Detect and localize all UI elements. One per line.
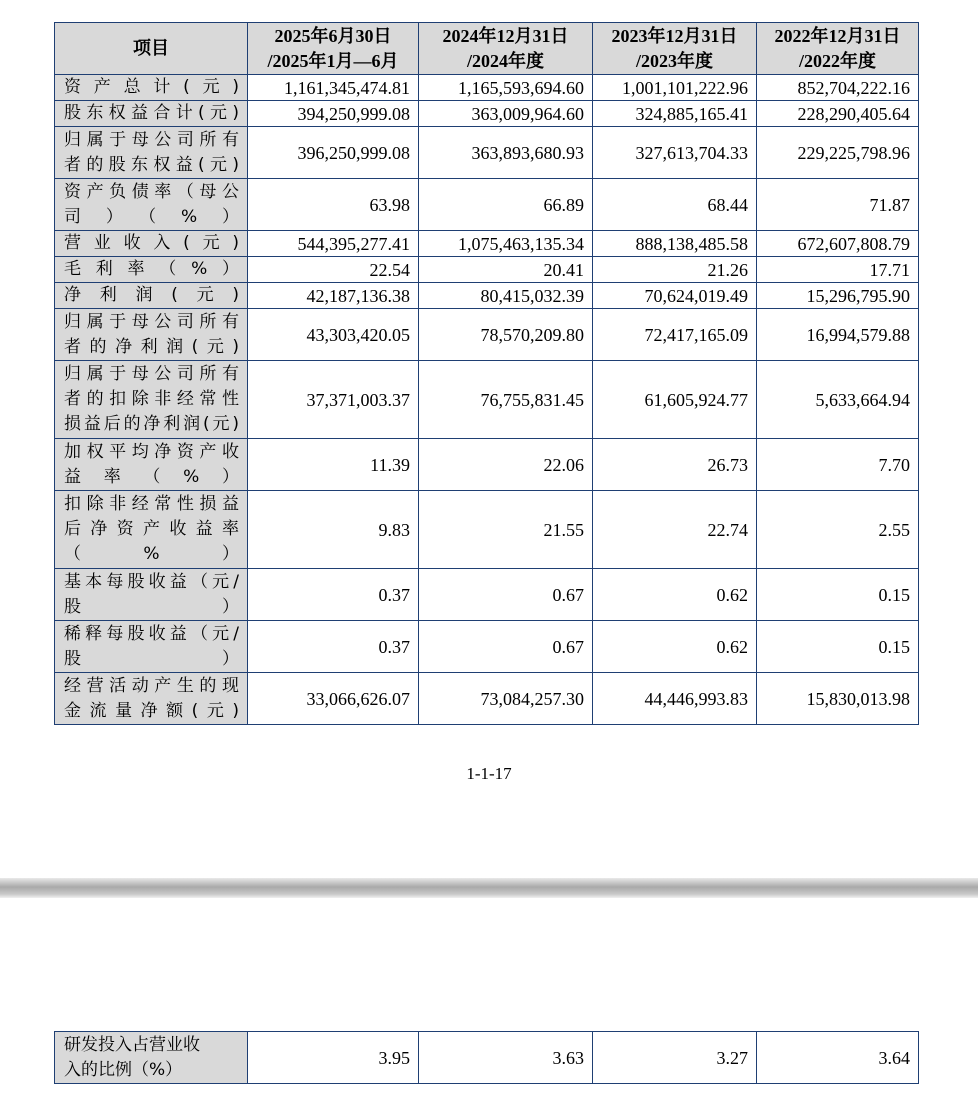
value-cell: 33,066,626.07 — [248, 673, 419, 725]
row-label — [55, 361, 248, 439]
value-cell: 0.15 — [757, 621, 919, 673]
value-cell: 76,755,831.45 — [419, 361, 593, 439]
value-cell: 1,165,593,694.60 — [419, 75, 593, 101]
value-cell: 3.64 — [757, 1032, 919, 1084]
value-cell: 1,161,345,474.81 — [248, 75, 419, 101]
value-cell: 22.74 — [593, 491, 757, 569]
value-cell: 0.62 — [593, 569, 757, 621]
value-cell: 396,250,999.08 — [248, 127, 419, 179]
row-label-line: 司）（%） — [64, 206, 239, 227]
row-label — [55, 231, 248, 257]
table-row — [55, 673, 919, 725]
table-row — [55, 439, 919, 491]
row-label-line: 营业收入(元) — [64, 233, 239, 253]
header-line2: /2022年度 — [798, 50, 876, 71]
value-cell: 71.87 — [757, 179, 919, 231]
value-cell: 43,303,420.05 — [248, 309, 419, 361]
header-col-2024 — [419, 23, 593, 75]
row-label-line: 加权平均净资产收 — [64, 441, 239, 462]
value-cell: 3.27 — [593, 1032, 757, 1084]
table-row — [55, 491, 919, 569]
page-separator — [0, 878, 978, 898]
value-cell: 0.37 — [248, 569, 419, 621]
header-line2: /2023年度 — [635, 50, 713, 71]
value-cell: 44,446,993.83 — [593, 673, 757, 725]
table-row — [55, 127, 919, 179]
table-row — [55, 101, 919, 127]
table-row — [55, 361, 919, 439]
header-line1: 2023年12月31日 — [611, 25, 738, 46]
table-row — [55, 283, 919, 309]
value-cell: 888,138,485.58 — [593, 231, 757, 257]
row-label-line: 者的扣除非经常性 — [64, 389, 239, 409]
page-number: 1-1-17 — [466, 764, 512, 783]
value-cell: 37,371,003.37 — [248, 361, 419, 439]
value-cell: 1,075,463,135.34 — [419, 231, 593, 257]
row-label — [55, 621, 248, 673]
header-col-2022 — [757, 23, 919, 75]
row-label — [55, 439, 248, 491]
value-cell: 22.06 — [419, 439, 593, 491]
value-cell: 3.63 — [419, 1032, 593, 1084]
value-cell: 9.83 — [248, 491, 419, 569]
value-cell: 0.67 — [419, 621, 593, 673]
value-cell: 852,704,222.16 — [757, 75, 919, 101]
value-cell: 0.37 — [248, 621, 419, 673]
row-label-line: 益率（%） — [64, 466, 239, 487]
row-label — [55, 1032, 248, 1084]
row-label-line: 研发投入占营业收 — [64, 1034, 200, 1055]
table-row — [55, 621, 919, 673]
value-cell: 17.71 — [757, 257, 919, 283]
header-col-2025h1 — [248, 23, 419, 75]
header-line1: 2022年12月31日 — [774, 25, 901, 46]
value-cell: 0.62 — [593, 621, 757, 673]
value-cell: 324,885,165.41 — [593, 101, 757, 127]
value-cell: 42,187,136.38 — [248, 283, 419, 309]
table-row — [55, 75, 919, 101]
value-cell: 672,607,808.79 — [757, 231, 919, 257]
value-cell: 2.55 — [757, 491, 919, 569]
table-header-row — [55, 23, 919, 75]
value-cell: 68.44 — [593, 179, 757, 231]
header-line1: 2025年6月30日 — [274, 25, 392, 46]
row-label — [55, 309, 248, 361]
value-cell: 22.54 — [248, 257, 419, 283]
row-label-line: 资产负债率（母公 — [64, 181, 239, 202]
value-cell: 7.70 — [757, 439, 919, 491]
value-cell: 0.67 — [419, 569, 593, 621]
header-line2: /2024年度 — [466, 50, 544, 71]
header-line1: 2024年12月31日 — [442, 25, 569, 46]
row-label — [55, 179, 248, 231]
row-label-line: 股东权益合计(元) — [64, 103, 239, 123]
row-label-line: 者的股东权益(元) — [64, 154, 239, 175]
value-cell: 229,225,798.96 — [757, 127, 919, 179]
row-label-line: 归属于母公司所有 — [64, 311, 239, 332]
value-cell: 394,250,999.08 — [248, 101, 419, 127]
table-row — [55, 257, 919, 283]
row-label-line: 后净资产收益率 — [64, 519, 239, 539]
value-cell: 63.98 — [248, 179, 419, 231]
row-label — [55, 491, 248, 569]
value-cell: 26.73 — [593, 439, 757, 491]
table-body — [55, 1032, 919, 1084]
row-label-line: 者的净利润(元) — [64, 336, 239, 357]
value-cell: 61,605,924.77 — [593, 361, 757, 439]
table-row — [55, 569, 919, 621]
value-cell: 20.41 — [419, 257, 593, 283]
table-body — [55, 75, 919, 725]
row-label-line: 入的比例（%） — [64, 1059, 183, 1080]
value-cell: 21.26 — [593, 257, 757, 283]
row-label — [55, 283, 248, 309]
row-label — [55, 257, 248, 283]
value-cell: 1,001,101,222.96 — [593, 75, 757, 101]
row-label-line: 损益后的净利润(元) — [64, 414, 239, 434]
table-row — [55, 309, 919, 361]
row-label-line: 金流量净额(元) — [64, 700, 239, 721]
table-row — [55, 231, 919, 257]
table-row — [55, 1032, 919, 1084]
value-cell: 80,415,032.39 — [419, 283, 593, 309]
row-label-line: 资产总计(元) — [64, 77, 239, 97]
value-cell: 70,624,019.49 — [593, 283, 757, 309]
row-label — [55, 101, 248, 127]
row-label — [55, 569, 248, 621]
financial-indicators-table-continued — [54, 1031, 919, 1084]
row-label-line: 毛利率（%） — [64, 259, 239, 279]
value-cell: 21.55 — [419, 491, 593, 569]
header-col-2023 — [593, 23, 757, 75]
row-label-line: 基本每股收益（元/ — [64, 571, 239, 592]
value-cell: 11.39 — [248, 439, 419, 491]
value-cell: 66.89 — [419, 179, 593, 231]
value-cell: 0.15 — [757, 569, 919, 621]
value-cell: 363,009,964.60 — [419, 101, 593, 127]
row-label-line: 归属于母公司所有 — [64, 364, 239, 384]
value-cell: 228,290,405.64 — [757, 101, 919, 127]
value-cell: 5,633,664.94 — [757, 361, 919, 439]
value-cell: 73,084,257.30 — [419, 673, 593, 725]
row-label-line: 经营活动产生的现 — [64, 675, 239, 696]
value-cell: 16,994,579.88 — [757, 309, 919, 361]
row-label-line: 净利润(元) — [64, 285, 239, 305]
financial-indicators-table — [54, 22, 919, 725]
header-line2: /2025年1月—6月 — [267, 50, 399, 71]
value-cell: 78,570,209.80 — [419, 309, 593, 361]
row-label-line: 股） — [64, 648, 239, 669]
row-label-line: 归属于母公司所有 — [64, 129, 239, 150]
row-label-line: （%） — [64, 544, 239, 564]
value-cell: 15,830,013.98 — [757, 673, 919, 725]
row-label-line: 扣除非经常性损益 — [64, 494, 239, 514]
row-label-line: 股） — [64, 596, 239, 617]
row-label — [55, 127, 248, 179]
row-label — [55, 673, 248, 725]
row-label-line: 稀释每股收益（元/ — [64, 623, 239, 644]
value-cell: 15,296,795.90 — [757, 283, 919, 309]
value-cell: 327,613,704.33 — [593, 127, 757, 179]
value-cell: 3.95 — [248, 1032, 419, 1084]
value-cell: 544,395,277.41 — [248, 231, 419, 257]
value-cell: 72,417,165.09 — [593, 309, 757, 361]
table-row — [55, 179, 919, 231]
value-cell: 363,893,680.93 — [419, 127, 593, 179]
header-item: 项目 — [55, 23, 248, 75]
row-label — [55, 75, 248, 101]
